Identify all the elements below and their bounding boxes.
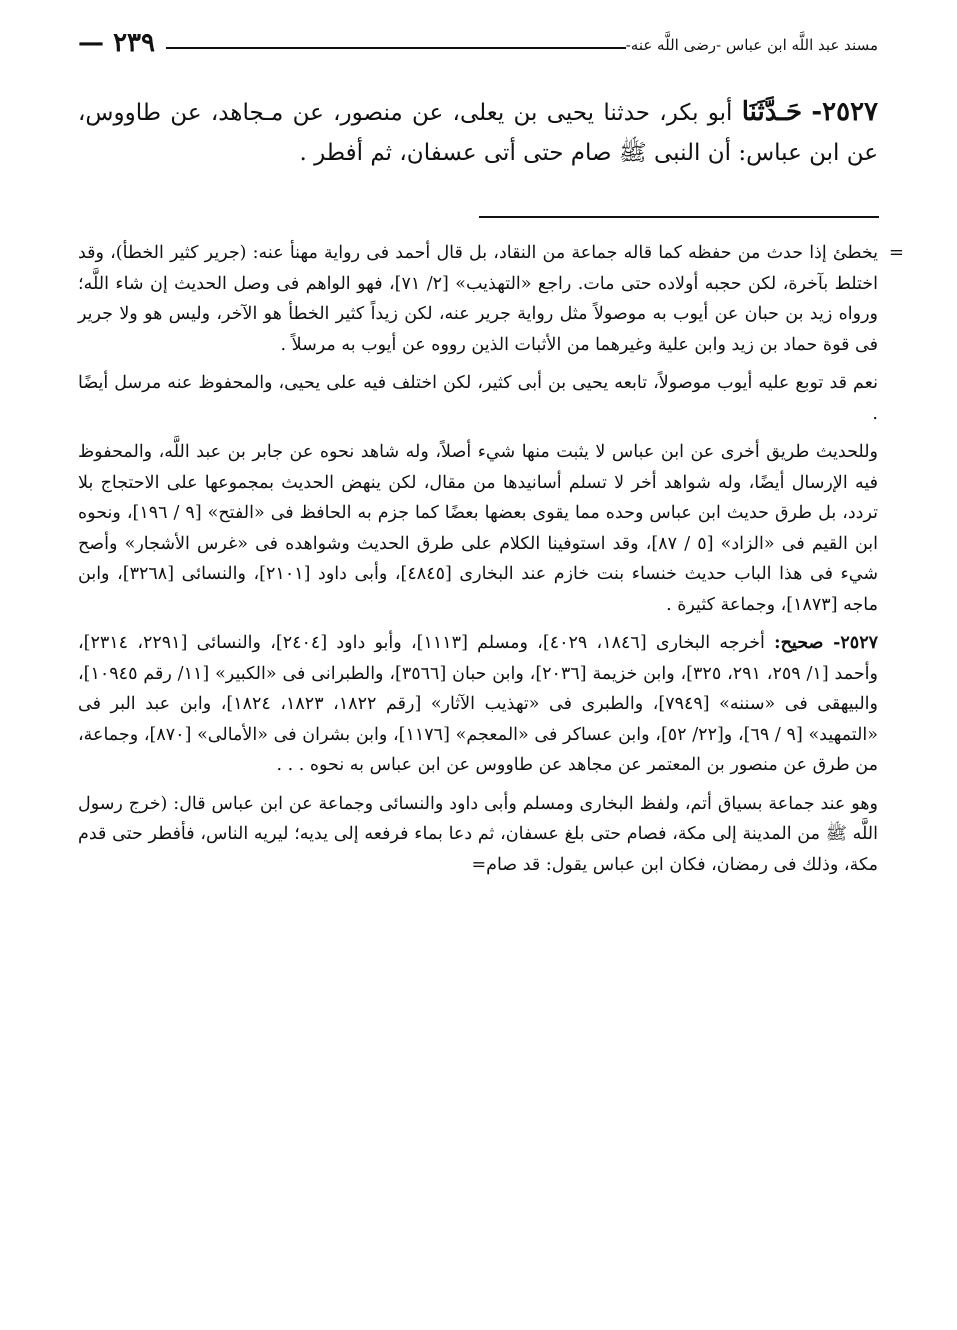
running-title: مسند عبد اللَّه ابن عباس -رضى اللَّه عنه- — [625, 36, 878, 54]
header-rule — [166, 47, 626, 49]
footnote-paragraph-1 — [78, 238, 904, 360]
footnotes — [78, 238, 904, 888]
hadith-text — [78, 92, 878, 173]
footnote-paragraph-2: نعم قد توبع عليه أيوب موصولاً، تابعه يحيى بن أبى كثير، لكن اختلف فيه على يحيى، والمحفوظ عنه مرسل أيضًا . — [78, 373, 878, 424]
hadith-number: ٢٥٢٧- — [811, 97, 878, 127]
continuation-mark: = — [888, 242, 904, 263]
footnote-paragraph-1-text: يخطئ إذا حدث من حفظه كما قاله جماعة من النقاد، بل قال أحمد فى رواية مهنأ عنه: (جرير كثير الخطأ)، وقد اختلط بآخرة، لكن حجبه أولاده حتى مات. راجع «التهذيب» [٢/ ٧١]، فهو الواهم فى وصل الحديث إن شاء اللَّه؛ ورواه زيد بن حبان عن أيوب به موصولاً مثل رواية جرير عنه، لكن زيداً كثير الخطأ هو الآخر، وليس هو ولا جرير فى قوة حماد بن زيد وابن علية وغيرهما من الأثبات الذين رووه عن أيوب به مرسلاً . — [78, 243, 878, 355]
page-header — [78, 28, 878, 64]
footnote-paragraph-3: وللحديث طريق أخرى عن ابن عباس لا يثبت منها شيء أصلاً، وله شاهد نحوه عن جابر بن عبد اللَّه، والمحفوظ فيه الإرسال أيضًا، وله شواهد أخر لا تسلم أسانيدها من مقال، لكن ينهض الحديث بمجموعها على الاحتجاج بلا تردد، بل طرق حديث ابن عباس وحده مما يقوى بعضها بعضًا كما جزم به الحافظ فى «الفتح» [٩ / ١٩٦]، ونحوه ابن القيم فى «الزاد» [٥ / ٨٧]، وقد استوفينا الكلام على طرق الحديث وشواهده فى «غرس الأشجار» وأصح شيء فى هذا الباب حديث خنساء بنت خازم عند البخارى [٤٨٤٥]، وأبى داود [٢١٠١]، والنسائى [٣٢٦٨]، وابن ماجه [١٨٧٣]، وجماعة كثيرة . — [78, 442, 879, 615]
page-number: — ٢٣٩ — [78, 28, 155, 58]
grading-label: ٢٥٢٧- صحيح: — [774, 633, 878, 653]
footnote-paragraph-4 — [78, 628, 878, 781]
hadith-body: أبو بكر، حدثنا يحيى بن يعلى، عن منصور، عن مـجاهد، عن طاووس، عن ابن عباس: أن النبى ﷺ صام حتى أتى عسفان، ثم أفطر . — [78, 100, 878, 166]
footnote-paragraph-4-text: أخرجه البخارى [١٨٤٦، ٤٠٢٩]، ومسلم [١١١٣]، وأبو داود [٢٤٠٤]، والنسائى [٢٢٩١، ٢٣١٤]، وأحمد [١/ ٢٥٩، ٢٩١، ٣٢٥]، وابن خزيمة [٢٠٣٦]، وابن حبان [٣٥٦٦]، والطبرانى فى «الكبير» [١١/ رقم ١٠٩٤٥]، والبيهقى فى «سننه» [٧٩٤٩]، والطبرى فى «تهذيب الآثار» [رقم ١٨٢٢، ١٨٢٣، ١٨٢٤]، وابن عبد البر فى «التمهيد» [٩ / ٦٩]، و[٢٢/ ٥٢]، وابن عساكر فى «المعجم» [١١٧٦]، وابن بشران فى «الأمالى» [٨٧٠]، وجماعة، من طرق عن منصور بن المعتمر عن مجاهد عن طاووس عن ابن عباس به نحوه . . . — [78, 633, 878, 775]
footnote-divider — [479, 216, 879, 218]
page-number-value: ٢٣٩ — [113, 28, 155, 58]
hadith-opening: حَـدَّثَنَا — [741, 97, 803, 127]
footnote-paragraph-5: وهو عند جماعة بسياق أتم، ولفظ البخارى ومسلم وأبى داود والنسائى وجماعة عن ابن عباس قال: (خرج رسول اللَّه ﷺ من المدينة إلى مكة، فصام حتى بلغ عسفان، ثم دعا بماء فرفعه إلى يديه؛ ليريه الناس، فأفطر حتى قدم مكة، وذلك فى رمضان، فكان ابن عباس يقول: قد صام= — [78, 793, 878, 875]
